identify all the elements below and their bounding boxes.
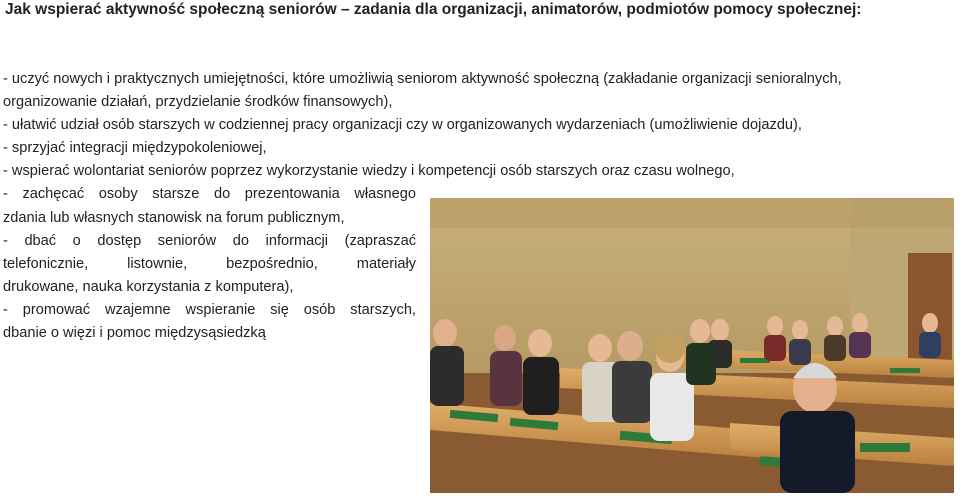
list-line: - dbać o dostęp seniorów do informacji (zapraszać	[3, 232, 416, 249]
ceiling-shadow	[430, 198, 954, 228]
list-line: - wspierać wolontariat seniorów poprzez wykorzystanie wiedzy i kompetencji osób starszych oraz czasu wolnego,	[3, 163, 735, 180]
list-line: dbanie o więzi i pomoc międzysąsiedzką	[3, 325, 266, 342]
list-line: drukowane, nauka korzystania z komputera),	[3, 278, 294, 295]
list-line: telefonicznie, listownie, bezpośrednio, materiały	[3, 255, 416, 272]
seniors-meeting-photo	[430, 198, 954, 493]
list-line: organizowanie działań, przydzielanie środków finansowych),	[3, 94, 393, 111]
folder	[860, 443, 910, 452]
list-line: zdania lub własnych stanowisk na forum publicznym,	[3, 209, 345, 226]
page-heading: Jak wspierać aktywność społeczną seniorów – zadania dla organizacji, animatorów, podmiotów pomocy społecznej:	[5, 1, 862, 18]
list-line: - zachęcać osoby starsze do prezentowania własnego	[3, 186, 416, 203]
list-line: - promować wzajemne wspieranie się osób starszych,	[3, 301, 416, 318]
folder	[890, 368, 920, 373]
list-line: - uczyć nowych i praktycznych umiejętności, które umożliwią seniorom aktywność społeczną (zakładanie organizacji senioralnych,	[3, 71, 842, 87]
list-line: - ułatwić udział osób starszych w codziennej pracy organizacji czy w organizowanych wydarzeniach (umożliwienie dojazdu),	[3, 117, 802, 134]
list-line: - sprzyjać integracji międzypokoleniowej,	[3, 140, 267, 157]
